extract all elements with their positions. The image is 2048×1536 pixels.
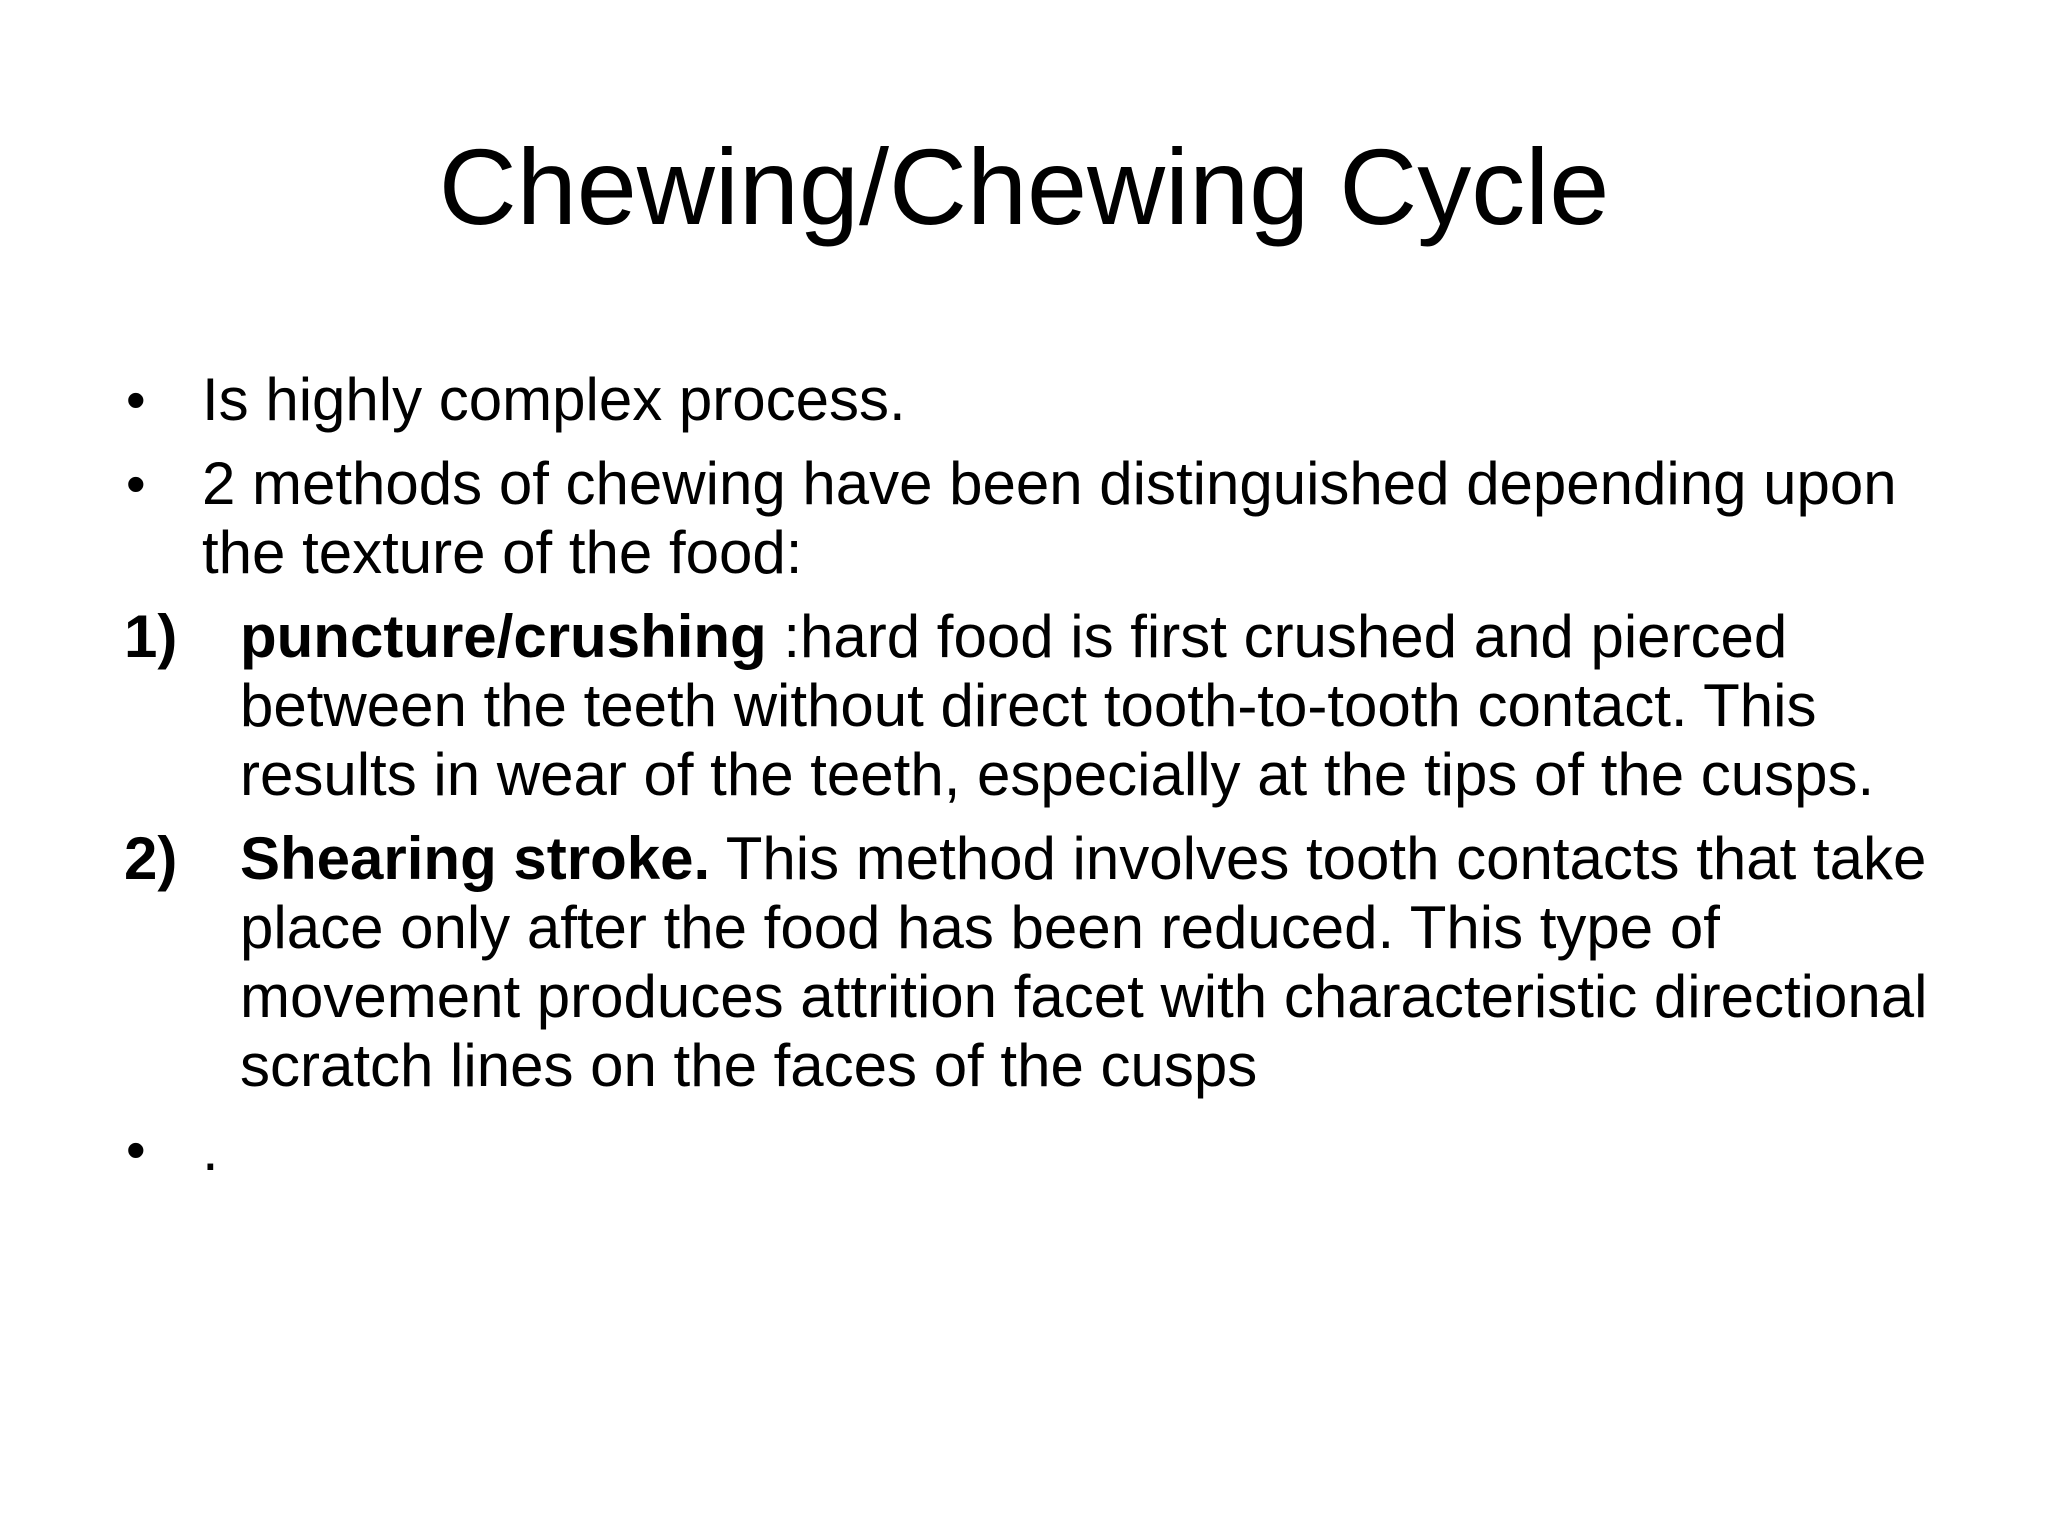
numbered-item [120,824,1950,1100]
slide-title: Chewing/Chewing Cycle [438,126,1610,247]
list-item [120,365,1950,434]
item-number: 2) [124,825,178,892]
list-item-text: 2 methods of chewing have been distinguished depending upon the texture of the food: [202,450,1897,586]
list-item-text: . [202,1116,219,1183]
list-item [120,1115,1950,1184]
term-label: puncture/crushing [240,603,767,670]
list-item [120,449,1950,587]
bullet-icon: • [126,452,146,515]
numbered-item [120,602,1950,809]
item-number: 1) [124,603,178,670]
term-label: Shearing stroke. [240,825,711,892]
bullet-icon: • [126,1118,146,1181]
term-description: :hard food is first crushed and pierced between the teeth without direct tooth-to-tooth contact. This results in wear of the teeth, especially at the tips of the cusps. [240,603,1875,808]
bullet-icon: • [126,368,146,431]
slide-content [120,365,1950,1199]
list-item-text: Is highly complex process. [202,366,906,433]
term-description: This method involves tooth contacts that take place only after the food has been reduced. This type of movement produces attrition facet with characteristic directional scratch lines on the faces of the cusps [240,825,1928,1099]
